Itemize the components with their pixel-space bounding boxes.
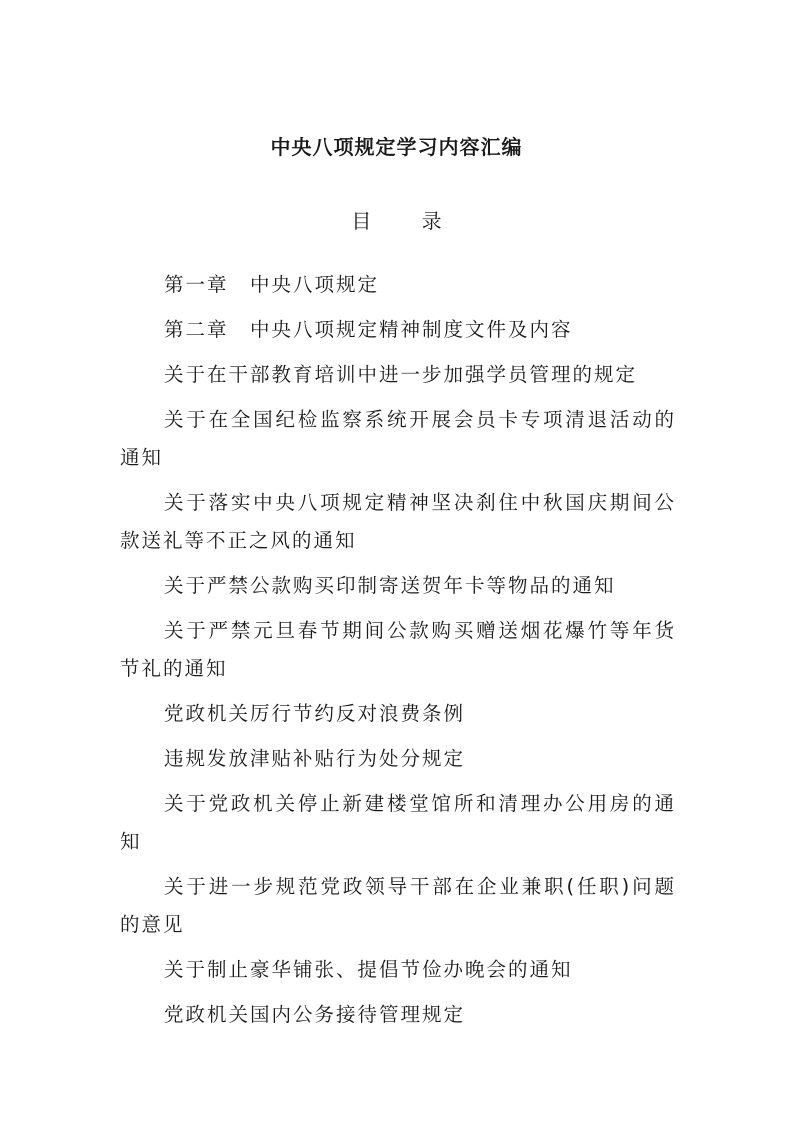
toc-item-1: 第一章 中央八项规定	[164, 273, 380, 296]
toc-item-9: 违规发放津贴补贴行为处分规定	[164, 747, 466, 770]
toc-item-11: 关于进一步规范党政领导干部在企业兼职(任职)问题的意见	[120, 875, 676, 936]
toc-item-3: 关于在干部教育培训中进一步加强学员管理的规定	[164, 363, 638, 386]
toc-item-8: 党政机关厉行节约反对浪费条例	[164, 702, 466, 725]
toc-item-5: 关于落实中央八项规定精神坚决刹住中秋国庆期间公款送礼等不正之风的通知	[120, 491, 676, 552]
toc-item-6: 关于严禁公款购买印制寄送贺年卡等物品的通知	[164, 574, 616, 597]
toc-item-10: 关于党政机关停止新建楼堂馆所和清理办公用房的通知	[120, 792, 676, 853]
toc-item-2: 第二章 中央八项规定精神制度文件及内容	[164, 318, 573, 341]
toc-item-7: 关于严禁元旦春节期间公款购买赠送烟花爆竹等年货节礼的通知	[120, 619, 676, 680]
toc-heading: 目 录	[351, 209, 464, 233]
toc-item-4: 关于在全国纪检监察系统开展会员卡专项清退活动的通知	[120, 408, 676, 469]
document-title: 中央八项规定学习内容汇编	[270, 135, 523, 159]
toc-item-13: 党政机关国内公务接待管理规定	[164, 1003, 466, 1026]
toc-item-12: 关于制止豪华铺张、提倡节俭办晚会的通知	[164, 958, 573, 981]
table-of-contents	[120, 266, 676, 1041]
